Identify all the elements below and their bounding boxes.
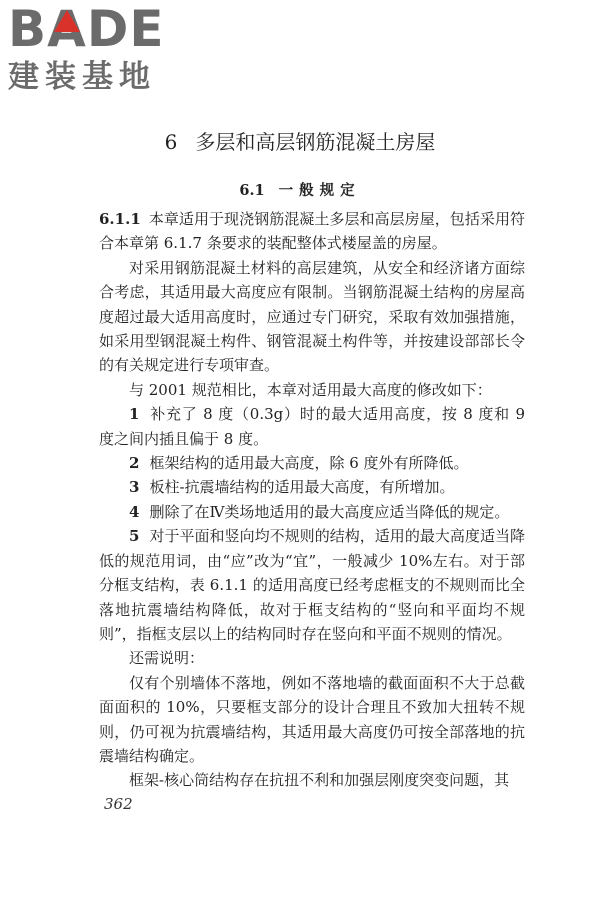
logo-letter-a: A [47,0,87,58]
bade-logo [8,0,165,95]
paragraph: 对采用钢筋混凝土材料的高层建筑，从安全和经济诸方面综合考虑，其适用最大高度应有限制。当钢筋混凝土结构的房屋高度超过最大适用高度时，应通过专门研究，采取有效加强措施，如采用型钢混凝土构件、钢管混凝土构件等，并按建设部部长令的有关规定进行专项审查。 [99,258,525,375]
item-text: 删除了在Ⅳ类场地适用的最大高度应适当降低的规定。 [149,502,510,521]
section-title-text: 一般规定 [278,182,361,199]
list-item [99,475,525,499]
list-item [99,500,525,524]
item-number: 4 [129,502,140,521]
logo-red-triangle-icon [54,10,80,32]
paragraph: 框架-核心筒结构存在抗扭不利和加强层刚度突变问题，其 [129,771,510,790]
item-number: 1 [129,405,140,424]
section-title [0,179,600,200]
page-number: 362 [104,795,133,813]
logo-wordmark [8,0,165,58]
logo-letter-b: B [8,0,48,58]
item-text: 对于平面和竖向均不规则的结构，适用的最大高度适当降低的规范用词，由“应”改为“宜”，一般减少 10%左右。对于部分框支结构，表 6.1.1 的适用高度已经考虑框支的不规则而比全落地抗震墙结构降低，故对于框支结构的“竖向和平面均不规则”，指框支层以上的结构同时存在竖向和平面不规则的情况。 [99,527,525,643]
body-text [99,207,525,793]
item-text: 板柱-抗震墙结构的适用最大高度，有所增加。 [149,478,455,497]
list-item [99,524,525,646]
chapter-title [0,126,600,155]
chapter-title-text: 多层和高层钢筋混凝土房屋 [195,130,436,154]
logo-chinese-name: 建装基地 [8,59,156,95]
paragraph: 还需说明： [129,649,205,668]
section-number: 6.1 [239,182,265,199]
item-number: 5 [129,527,140,546]
item-number: 3 [129,478,140,497]
paragraph: 仅有个别墙体不落地，例如不落地墙的截面面积不大于总截面面积的 10%，只要框支部分的设计合理且不致加大扭转不规则，仍可视为抗震墙结构，其适用最大高度仍可按全部落地的抗震墙结构确定。 [99,673,525,765]
list-item [99,402,525,451]
paragraph: 与 2001 规范相比，本章对适用最大高度的修改如下： [129,380,492,399]
item-text: 补充了 8 度（0.3g）时的最大适用高度，按 8 度和 9 度之间内插且偏于 8 度。 [99,405,525,448]
item-text: 框架结构的适用最大高度，除 6 度外有所降低。 [149,454,469,473]
chapter-number: 6 [164,130,178,154]
clause-number: 6.1.1 [99,210,141,228]
item-number: 2 [129,454,140,473]
logo-letters-de: DE [86,0,165,58]
clause-paragraph [99,207,525,256]
clause-text: 本章适用于现浇钢筋混凝土多层和高层房屋，包括采用符合本章第 6.1.7 条要求的装配整体式楼屋盖的房屋。 [99,210,525,253]
list-item [99,451,525,475]
